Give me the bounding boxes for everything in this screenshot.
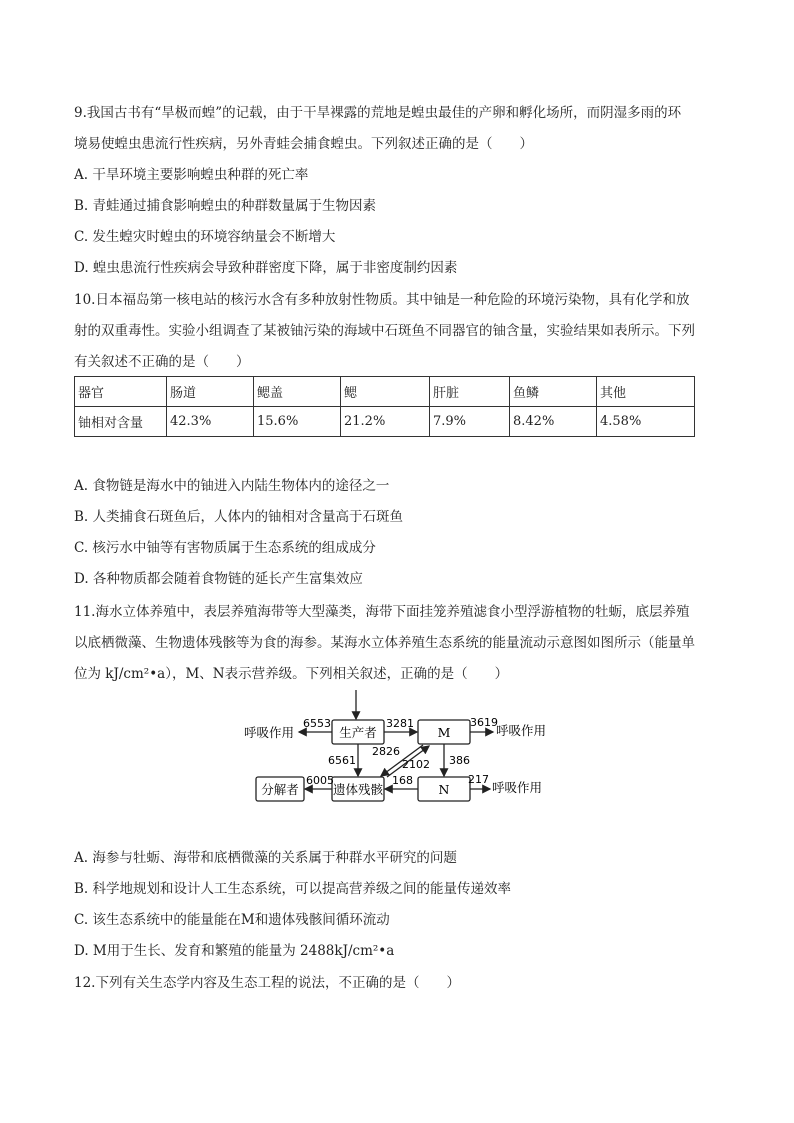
table-cell: 7.9% bbox=[430, 407, 510, 437]
remains-label: 遗体残骸 bbox=[332, 782, 384, 797]
table-cell: 4.58% bbox=[597, 407, 695, 437]
m-to-remains-value: 2826 bbox=[372, 745, 400, 758]
producer-label: 生产者 bbox=[339, 725, 377, 740]
uranium-content-table bbox=[74, 376, 695, 437]
q11-stem-line-1: 11.海水立体养殖中，表层养殖海带等大型藻类，海带下面挂笼养殖滤食小型浮游植物的牡蛎，底层养殖 bbox=[74, 604, 690, 620]
energy-flow-diagram bbox=[240, 688, 560, 808]
q10-stem-line-3: 有关叙述不正确的是（ ） bbox=[74, 354, 250, 370]
table-cell: 肠道 bbox=[167, 377, 254, 407]
q9-stem-line-2: 境易使蝗虫患流行性疾病，另外青蛙会捕食蝗虫。下列叙述正确的是（ ） bbox=[74, 136, 533, 152]
q10-option-c: C. 核污水中铀等有害物质属于生态系统的组成成分 bbox=[74, 540, 376, 556]
producer-to-m-value: 3281 bbox=[386, 717, 414, 730]
n-label: N bbox=[438, 782, 450, 797]
m-respiration-label: 呼吸作用 bbox=[496, 723, 547, 738]
table-cell: 42.3% bbox=[167, 407, 254, 437]
producer-to-remains-value: 6561 bbox=[328, 754, 356, 767]
table-cell: 肝脏 bbox=[430, 377, 510, 407]
table-cell: 铀相对含量 bbox=[75, 407, 167, 437]
table-cell: 器官 bbox=[75, 377, 167, 407]
q10-stem-line-1: 10.日本福岛第一核电站的核污水含有多种放射性物质。其中铀是一种危险的环境污染物，具有化学和放 bbox=[74, 292, 690, 308]
n-to-remains-value: 168 bbox=[392, 774, 413, 787]
q12-stem-line-1: 12.下列有关生态学内容及生态工程的说法，不正确的是（ ） bbox=[74, 975, 460, 991]
table-cell: 鱼鳞 bbox=[510, 377, 597, 407]
table-cell: 鳃 bbox=[341, 377, 430, 407]
q11-option-b: B. 科学地规划和设计人工生态系统，可以提高营养级之间的能量传递效率 bbox=[74, 881, 512, 897]
table-cell: 21.2% bbox=[341, 407, 430, 437]
producer-respiration-value: 6553 bbox=[303, 717, 331, 730]
q11-option-d: D. M用于生长、发育和繁殖的能量为 2488kJ/cm²•a bbox=[74, 943, 395, 959]
q9-option-d: D. 蝗虫患流行性疾病会导致种群密度下降，属于非密度制约因素 bbox=[74, 260, 458, 276]
m-respiration-value: 3619 bbox=[470, 716, 498, 729]
q9-option-a: A. 干旱环境主要影响蝗虫种群的死亡率 bbox=[74, 167, 309, 183]
q9-option-c: C. 发生蝗灾时蝗虫的环境容纳量会不断增大 bbox=[74, 229, 336, 245]
q11-option-a: A. 海参与牡蛎、海带和底栖微藻的关系属于种群水平研究的问题 bbox=[74, 850, 457, 866]
q10-option-b: B. 人类捕食石斑鱼后，人体内的铀相对含量高于石斑鱼 bbox=[74, 509, 404, 525]
table-cell: 15.6% bbox=[254, 407, 341, 437]
n-respiration-label: 呼吸作用 bbox=[492, 780, 543, 795]
q10-stem-line-2: 射的双重毒性。实验小组调查了某被铀污染的海域中石斑鱼不同器官的铀含量，实验结果如表所示。下列 bbox=[74, 323, 695, 339]
table-cell: 其他 bbox=[597, 377, 695, 407]
q11-option-c: C. 该生态系统中的能量能在M和遗体残骸间循环流动 bbox=[74, 912, 390, 928]
n-respiration-value: 217 bbox=[468, 773, 489, 786]
remains-to-m-value: 2102 bbox=[402, 758, 430, 771]
table-cell: 8.42% bbox=[510, 407, 597, 437]
q11-stem-line-3: 位为 kJ/cm²•a），M、N表示营养级。下列相关叙述，正确的是（ ） bbox=[74, 666, 509, 682]
q11-stem-line-2: 以底栖微藻、生物遗体残骸等为食的海参。某海水立体养殖生态系统的能量流动示意图如图所示（能量单 bbox=[74, 635, 695, 651]
m-label: M bbox=[437, 725, 451, 740]
table-cell: 鳃盖 bbox=[254, 377, 341, 407]
q10-option-a: A. 食物链是海水中的铀进入内陆生物体内的途径之一 bbox=[74, 478, 390, 494]
table-row bbox=[75, 407, 695, 437]
remains-to-decomposer-value: 6005 bbox=[306, 774, 334, 787]
m-to-n-value: 386 bbox=[449, 754, 470, 767]
table-header-row bbox=[75, 377, 695, 407]
decomposer-label: 分解者 bbox=[261, 782, 299, 797]
q9-stem-line-1: 9.我国古书有“旱极而蝗”的记载，由于干旱裸露的荒地是蝗虫最佳的产卵和孵化场所，而阴湿多雨的环 bbox=[74, 105, 682, 121]
q10-option-d: D. 各种物质都会随着食物链的延长产生富集效应 bbox=[74, 571, 363, 587]
producer-respiration-label: 呼吸作用 bbox=[244, 725, 295, 740]
q9-option-b: B. 青蛙通过捕食影响蝗虫的种群数量属于生物因素 bbox=[74, 198, 377, 214]
